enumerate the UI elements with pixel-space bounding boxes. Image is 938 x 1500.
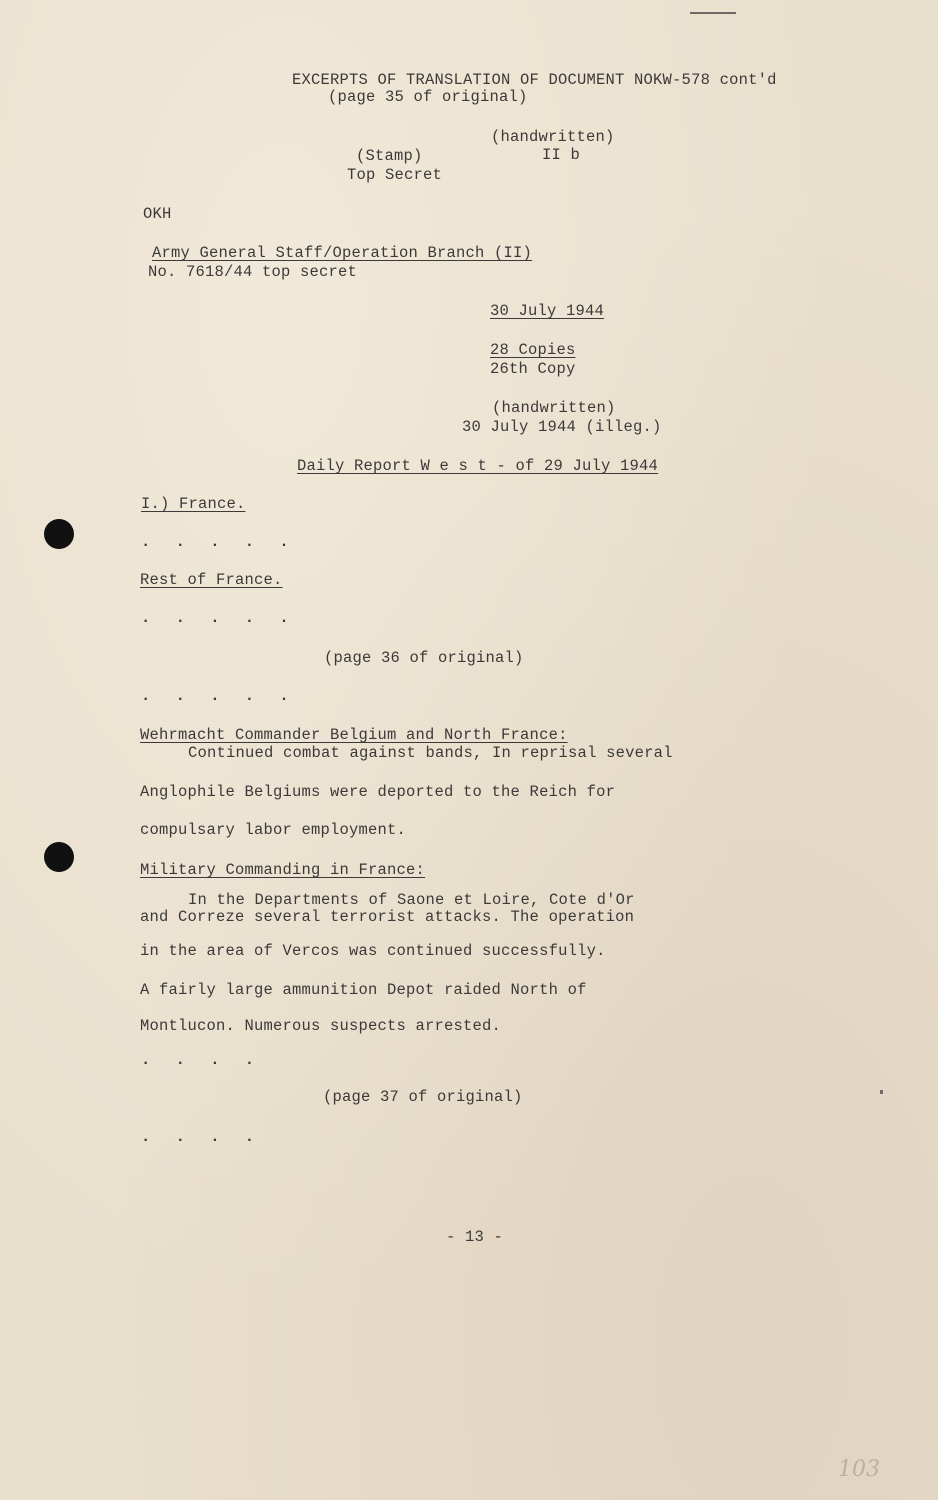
belgium-line: compulsary labor employment.: [140, 821, 407, 839]
military-line: and Correze several terrorist attacks. The operation: [140, 908, 635, 926]
military-line: A fairly large ammunition Depot raided North of: [140, 981, 587, 999]
ellipsis: . . . . .: [141, 533, 297, 551]
copies-count: 28 Copies: [490, 341, 576, 359]
military-line: In the Departments of Saone et Loire, Cote d'Or: [188, 891, 635, 909]
document-title: EXCERPTS OF TRANSLATION OF DOCUMENT NOKW-578 cont'd: [292, 71, 777, 89]
punch-hole: [44, 519, 74, 549]
military-line: in the area of Vercos was continued successfully.: [140, 942, 606, 960]
ellipsis: . . . .: [141, 1051, 263, 1069]
page-reference-36: (page 36 of original): [324, 649, 524, 667]
stamp-value: Top Secret: [347, 166, 443, 184]
branch-name: Army General Staff/Operation Branch (II): [152, 244, 533, 262]
okh-label: OKH: [143, 205, 172, 223]
handwritten-date-label: (handwritten): [492, 399, 616, 417]
handwritten-date-value: 30 July 1944 (illeg.): [462, 418, 662, 436]
punch-hole: [44, 842, 74, 872]
handwritten-value: II b: [542, 146, 581, 164]
handwritten-label: (handwritten): [491, 128, 615, 146]
stamp-label: (Stamp): [356, 147, 423, 165]
belgium-line: Continued combat against bands, In reprisal several: [188, 744, 673, 762]
belgium-heading: Wehrmacht Commander Belgium and North France:: [140, 726, 568, 744]
ink-mark: [880, 1090, 883, 1094]
branch-number: No. 7618/44 top secret: [148, 263, 358, 281]
page-reference: (page 35 of original): [328, 88, 528, 106]
section-france: I.) France.: [141, 495, 246, 513]
section-rest-of-france: Rest of France.: [140, 571, 283, 589]
belgium-line: Anglophile Belgiums were deported to the Reich for: [140, 783, 616, 801]
ellipsis: . . . . .: [141, 687, 297, 705]
ink-mark: [690, 12, 736, 14]
ellipsis: . . . .: [141, 1128, 263, 1146]
page-reference-37: (page 37 of original): [323, 1088, 523, 1106]
pencil-annotation: 103: [838, 1457, 880, 1482]
military-line: Montlucon. Numerous suspects arrested.: [140, 1017, 502, 1035]
document-date: 30 July 1944: [490, 302, 605, 320]
ellipsis: . . . . .: [141, 609, 297, 627]
page-number: - 13 -: [446, 1228, 504, 1246]
military-heading: Military Commanding in France:: [140, 861, 426, 879]
copy-number: 26th Copy: [490, 360, 576, 378]
report-title: Daily Report W e s t - of 29 July 1944: [297, 457, 659, 475]
